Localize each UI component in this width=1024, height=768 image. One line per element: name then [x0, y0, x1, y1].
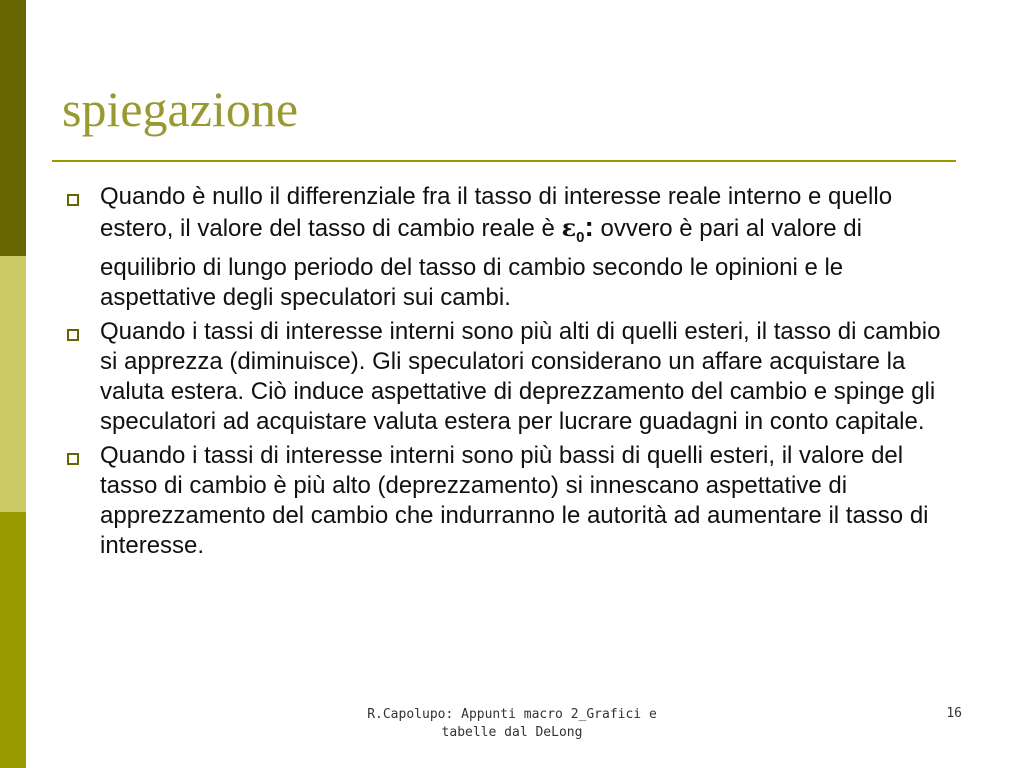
- bullet-1-text-before: Quando è nullo il differenziale fra il tasso di interesse reale interno e quello estero, il valore del tasso di cambio reale è: [100, 183, 893, 242]
- epsilon-char: ε: [561, 213, 577, 242]
- bullet-1-text-after: ovvero è pari al valore di equilibrio di lungo periodo del tasso di cambio secondo le opinioni e le aspettative degli speculatori sui cambi.: [100, 215, 862, 311]
- side-bar-top: [0, 0, 26, 256]
- title-divider: [52, 160, 956, 162]
- bullet-list: [62, 182, 962, 565]
- hollow-square-bullet-icon: [67, 194, 79, 206]
- hollow-square-bullet-icon: [67, 453, 79, 465]
- footer-line-2: tabelle dal DeLong: [441, 725, 583, 740]
- bullet-3-text: Quando i tassi di interesse interni sono più bassi di quelli esteri, il valore del tasso di cambio è più alto (deprezzamento) si innescano aspettative di apprezzamento del cambio che indurranno le autorità ad aumentare il tasso di interesse.: [100, 441, 929, 559]
- hollow-square-bullet-icon: [67, 329, 79, 341]
- slide-footer: [340, 706, 684, 742]
- epsilon-subscript: 0: [576, 228, 585, 246]
- page-number: 16: [946, 706, 962, 721]
- slide-title: spiegazione: [62, 81, 299, 137]
- bullet-item-3: [62, 441, 962, 561]
- bullet-item-1: [62, 182, 962, 313]
- side-bar-bottom: [0, 512, 26, 768]
- bullet-item-2: [62, 317, 962, 437]
- bullet-2-text: Quando i tassi di interesse interni sono più alti di quelli esteri, il tasso di cambio si apprezza (diminuisce). Gli speculatori considerano un affare acquistare la valuta estera. Ciò induce aspettative di deprezzamento del cambio e spinge gli speculatori ad acquistare valuta estera per lucrare guadagni in conto capitale.: [100, 317, 941, 435]
- footer-line-1: R.Capolupo: Appunti macro 2_Grafici e: [367, 707, 657, 722]
- symbol-colon: :: [584, 211, 594, 242]
- epsilon-zero-symbol: [561, 213, 585, 246]
- side-bar-middle: [0, 256, 26, 512]
